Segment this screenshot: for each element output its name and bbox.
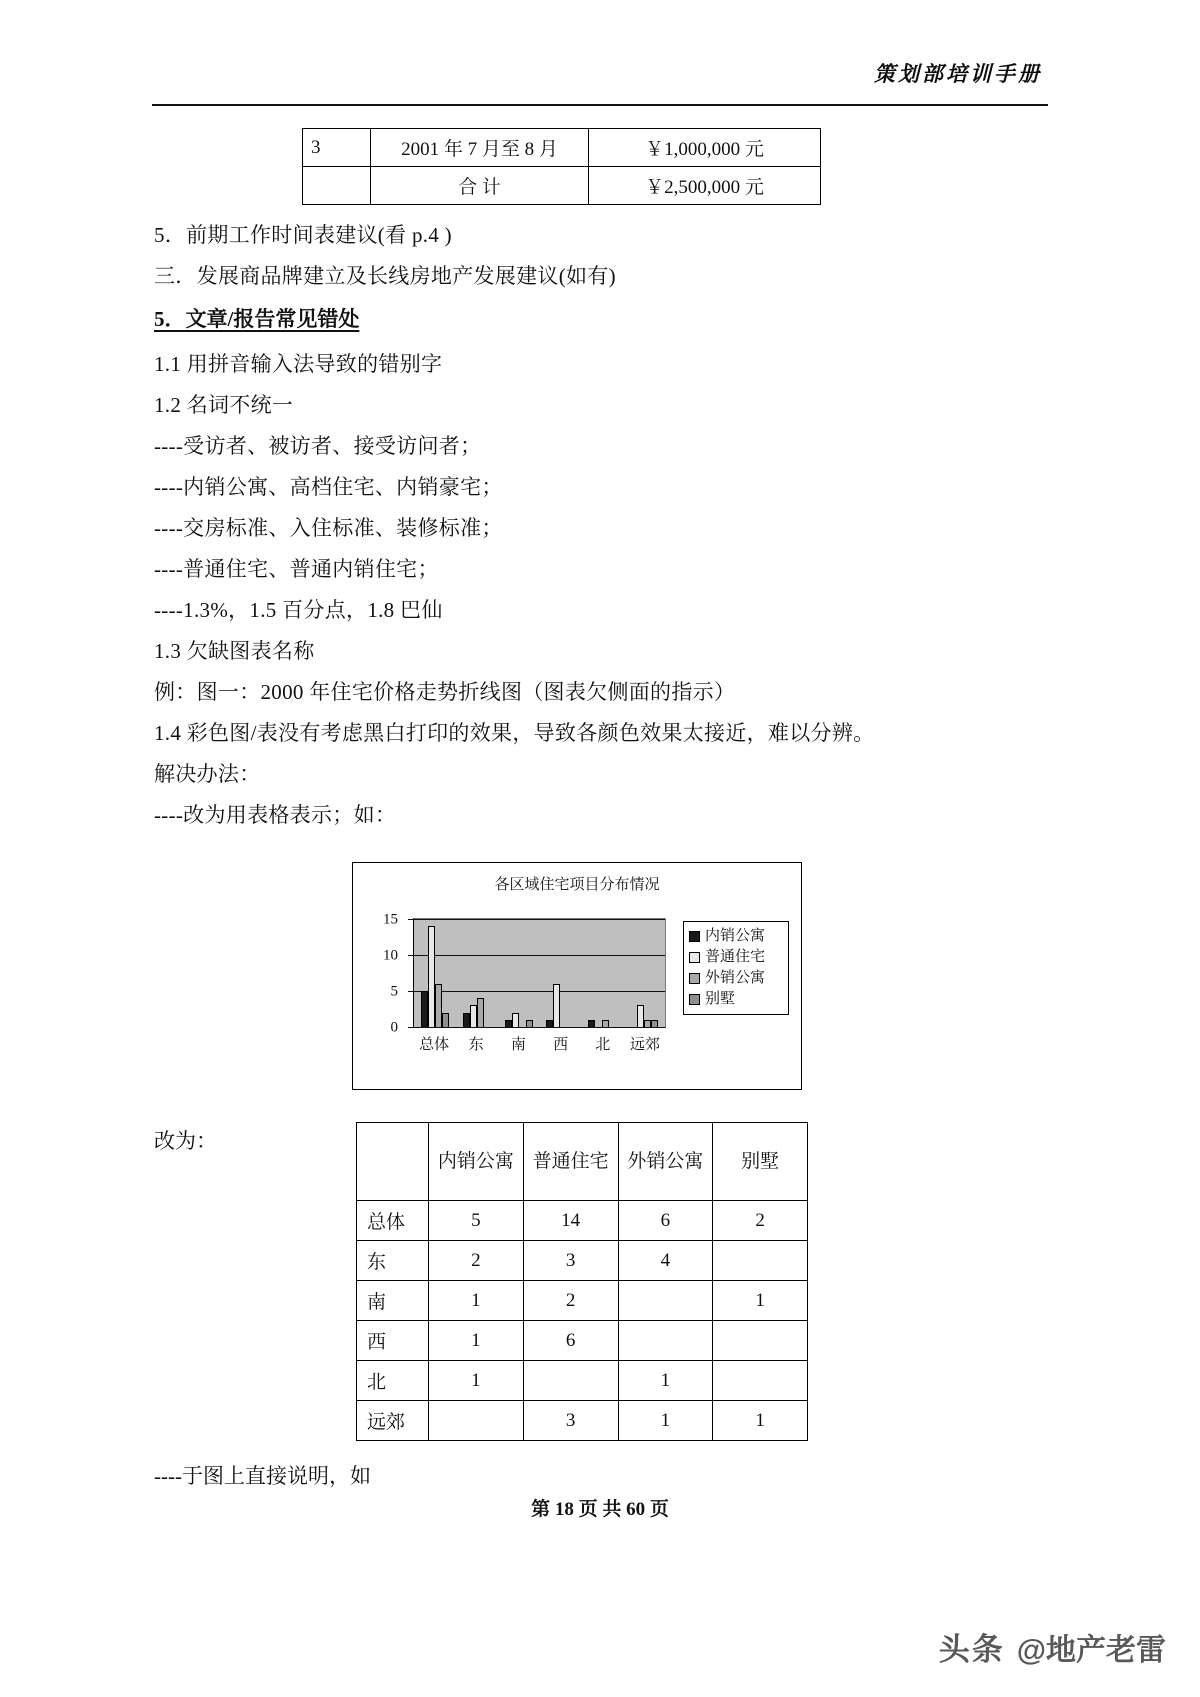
table-row [303, 167, 821, 205]
row-label: 北 [357, 1361, 429, 1401]
legend-label: 普通住宅 [705, 949, 766, 965]
legend-swatch-icon [689, 994, 700, 1005]
table-cell: 14 [523, 1201, 618, 1241]
table-cell: 5 [429, 1201, 524, 1241]
column-header: 别墅 [713, 1123, 808, 1201]
table-cell: 2 [713, 1201, 808, 1241]
table-cell: 6 [618, 1201, 713, 1241]
dash-item-2: ----内销公寓、高档住宅、内销豪宅； [154, 475, 503, 499]
budget-index [303, 167, 371, 205]
table-cell: 3 [523, 1401, 618, 1441]
chart-x-axis [413, 1033, 666, 1054]
item-1-1: 1.1 用拼音输入法导致的错别字 [154, 352, 443, 376]
distribution-table-wrapper [356, 1122, 808, 1441]
chart-bar-group [581, 919, 623, 1027]
chart-bar [644, 1020, 651, 1027]
chart-legend-item [689, 947, 783, 968]
chart-bar [588, 1020, 595, 1027]
legend-label: 外销公寓 [705, 970, 766, 986]
chart-legend-item [689, 989, 783, 1010]
chart-legend [683, 921, 789, 1015]
chart-bars [414, 919, 665, 1027]
table-row [357, 1201, 808, 1241]
row-label: 东 [357, 1241, 429, 1281]
column-header: 内销公寓 [429, 1123, 524, 1201]
chart-bar [505, 1020, 512, 1027]
chart-bar [526, 1020, 533, 1027]
chart-x-label: 总体 [419, 1037, 450, 1053]
item-1-2: 1.2 名词不统一 [154, 393, 294, 417]
chart-bar [442, 1013, 449, 1027]
paragraph-line-3: 三．发展商品牌建立及长线房地产发展建议(如有) [154, 264, 616, 288]
row-label: 西 [357, 1321, 429, 1361]
table-row [357, 1241, 808, 1281]
chart-bar [602, 1020, 609, 1027]
paragraph-line-5: 5．前期工作时间表建议(看 p.4 ) [154, 223, 452, 247]
table-row [357, 1281, 808, 1321]
gridline-0 [390, 1019, 665, 1036]
chart-bar [553, 984, 560, 1027]
row-label: 总体 [357, 1201, 429, 1241]
chart-bar-group [414, 919, 456, 1027]
budget-index: 3 [303, 129, 371, 167]
example-line: 例：图一：2000 年住宅价格走势折线图（图表欠侧面的指示） [154, 680, 736, 704]
budget-period: 2001 年 7 月至 8 月 [371, 129, 589, 167]
chart-bar [421, 991, 428, 1027]
chart-x-label: 南 [510, 1037, 526, 1053]
budget-amount: ￥1,000,000 元 [589, 129, 821, 167]
chart-x-label: 西 [553, 1037, 569, 1053]
watermark [939, 1624, 1166, 1669]
item-1-4: 1.4 彩色图/表没有考虑黑白打印的效果，导致各颜色效果太接近，难以分辨。 [154, 721, 875, 745]
chart-plot-area [383, 911, 666, 1036]
chart-legend-item [689, 926, 783, 947]
table-corner-cell [357, 1123, 429, 1201]
column-header: 外销公寓 [618, 1123, 713, 1201]
chart-bar [651, 1020, 658, 1027]
ytick-label: 15 [383, 911, 398, 928]
section-heading-row [152, 297, 1048, 344]
chart-bar [463, 1013, 470, 1027]
row-label: 南 [357, 1281, 429, 1321]
table-cell: 6 [523, 1321, 618, 1361]
page-footer: 第 18 页 共 60 页 [531, 1499, 669, 1520]
row-label: 远郊 [357, 1401, 429, 1441]
column-header: 普通住宅 [523, 1123, 618, 1201]
chart-bar [477, 998, 484, 1027]
chart-bar [470, 1005, 477, 1027]
table-cell: 1 [713, 1281, 808, 1321]
legend-swatch-icon [689, 952, 700, 963]
budget-table [302, 128, 821, 205]
chart-bar [435, 984, 442, 1027]
table-cell: 2 [429, 1241, 524, 1281]
after-table-note: ----于图上直接说明，如 [154, 1464, 371, 1488]
watermark-logo: 头条 [938, 1632, 1005, 1667]
table-cell [618, 1281, 713, 1321]
table-cell: 3 [523, 1241, 618, 1281]
dash-item-4: ----普通住宅、普通内销住宅； [154, 557, 439, 581]
table-cell [713, 1241, 808, 1281]
distribution-table [356, 1122, 808, 1441]
chart-x-label: 北 [595, 1037, 611, 1053]
table-cell: 1 [429, 1321, 524, 1361]
legend-label: 内销公寓 [705, 928, 766, 944]
table-cell [713, 1321, 808, 1361]
table-cell: 1 [618, 1361, 713, 1401]
page-content [152, 128, 1048, 1491]
chart-bar-group [623, 919, 665, 1027]
gaiwei-label: 改为： [154, 1129, 217, 1153]
dash-item-3: ----交房标准、入住标准、装修标准； [154, 516, 503, 540]
budget-period: 合 计 [371, 167, 589, 205]
legend-swatch-icon [689, 973, 700, 984]
page-header [0, 58, 1200, 110]
ytick-label: 0 [390, 1019, 398, 1036]
table-cell: 1 [429, 1361, 524, 1401]
manual-title: 策划部培训手册 [874, 61, 1042, 86]
table-cell [523, 1361, 618, 1401]
table-cell [713, 1361, 808, 1401]
solution-label: 解决办法： [154, 762, 261, 786]
chart-x-label: 东 [468, 1037, 484, 1053]
chart-bar [546, 1020, 553, 1027]
legend-swatch-icon [689, 931, 700, 942]
chart-title: 各区域住宅项目分布情况 [494, 877, 660, 893]
dash-item-1: ----受访者、被访者、接受访问者； [154, 434, 482, 458]
chart-legend-item [689, 968, 783, 989]
dash-item-5: ----1.3%，1.5 百分点，1.8 巴仙 [154, 598, 443, 622]
table-cell: 1 [713, 1401, 808, 1441]
table-cell: 1 [429, 1281, 524, 1321]
solution-item-1: ----改为用表格表示；如： [154, 803, 397, 827]
chart-bar [512, 1013, 519, 1027]
table-cell: 2 [523, 1281, 618, 1321]
legend-label: 别墅 [705, 991, 736, 1007]
table-header-row [357, 1123, 808, 1201]
chart-x-label: 远郊 [629, 1037, 660, 1053]
chart-bar [428, 926, 435, 1027]
table-cell [618, 1321, 713, 1361]
watermark-text: @地产老雷 [1016, 1633, 1166, 1667]
budget-table-wrapper [302, 128, 820, 205]
budget-amount: ￥2,500,000 元 [589, 167, 821, 205]
chart-bar-group [539, 919, 581, 1027]
table-cell: 1 [618, 1401, 713, 1441]
table-cell [429, 1401, 524, 1441]
section-heading: 5．文章/报告常见错处 [154, 307, 360, 331]
header-divider [152, 104, 1048, 106]
table-row [357, 1401, 808, 1441]
ytick-label: 5 [390, 983, 398, 1000]
chart-bar-group [498, 919, 540, 1027]
table-cell: 4 [618, 1241, 713, 1281]
table-row [357, 1321, 808, 1361]
ytick-label: 10 [383, 947, 398, 964]
item-1-3: 1.3 欠缺图表名称 [154, 639, 315, 663]
distribution-bar-chart [352, 862, 802, 1090]
chart-bar [637, 1005, 644, 1027]
chart-bar-group [456, 919, 498, 1027]
table-row [357, 1361, 808, 1401]
table-row [303, 129, 821, 167]
